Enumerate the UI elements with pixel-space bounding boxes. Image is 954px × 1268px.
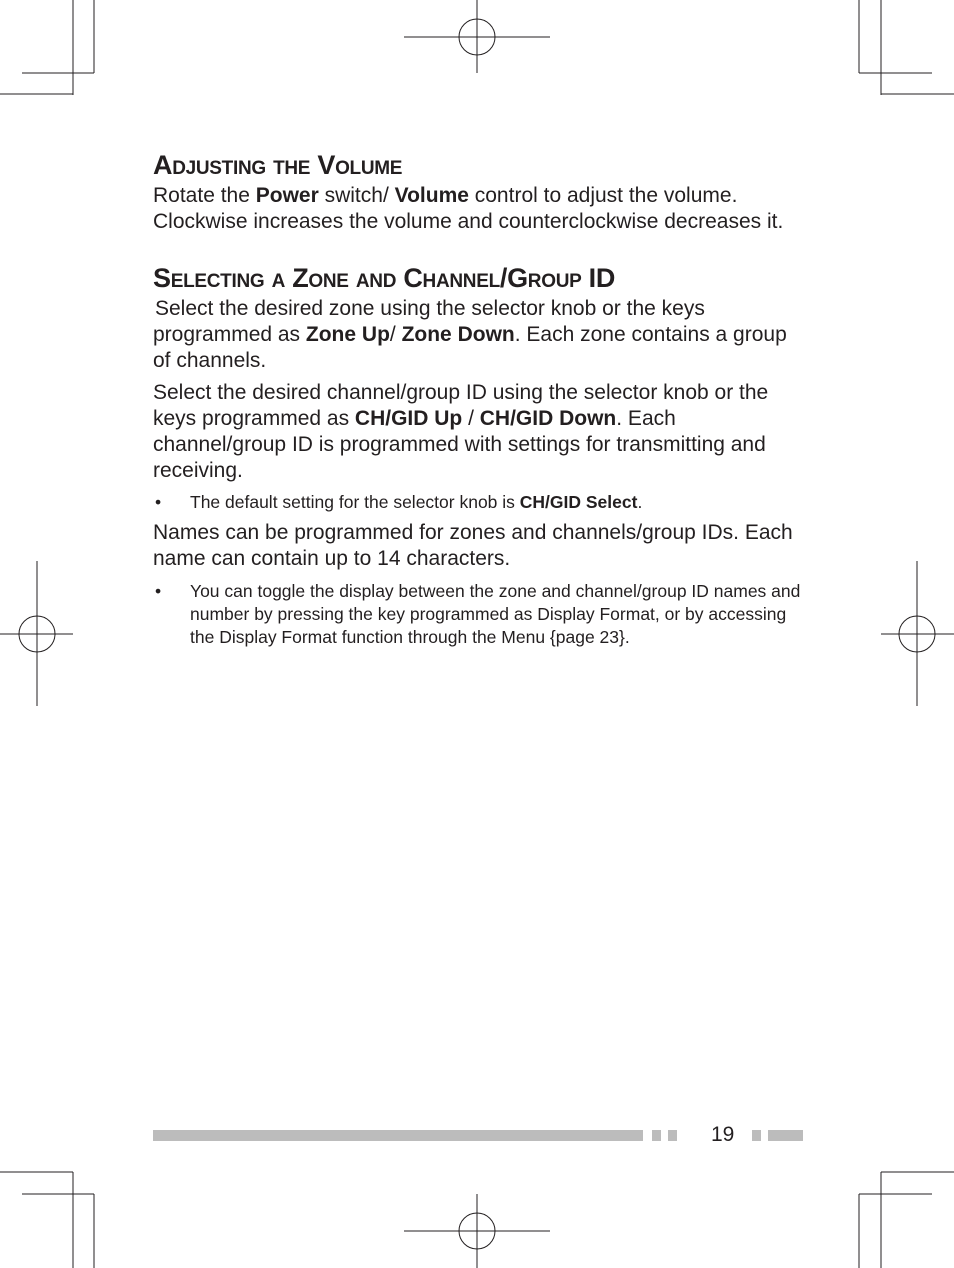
zone-paragraph: Select the desired zone using the selector knob or the keys programmed as Zone Up/ Zone Down. Each zone contains a group of channels. bbox=[153, 297, 787, 372]
zone-down-term: Zone Down bbox=[401, 323, 515, 346]
list-item: • You can toggle the display between the zone and channel/group ID names and number by pressing the key programmed as Display Format, or by accessing the Display Format function through the Menu {page 23}. bbox=[155, 581, 801, 647]
footer-square bbox=[752, 1130, 761, 1141]
ch-gid-up-term: CH/GID Up bbox=[354, 407, 463, 430]
ch-gid-down-term: CH/GID Down bbox=[479, 407, 617, 430]
section-heading-selecting-zone-channel: Selecting a Zone and Channel/Group ID bbox=[153, 263, 616, 293]
section-heading-adjusting-volume: Adjusting the Volume bbox=[153, 150, 403, 180]
footer-square bbox=[668, 1130, 677, 1141]
bullet-icon: • bbox=[155, 581, 162, 601]
list-item: • The default setting for the selector knob is CH/GID Select. bbox=[155, 492, 643, 512]
note-list bbox=[153, 580, 803, 649]
bullet-icon: • bbox=[155, 492, 162, 512]
footer-bar-right bbox=[768, 1130, 803, 1141]
channel-paragraph: Select the desired channel/group ID using the selector knob or the keys programmed as CH/GID Up / CH/GID Down. Each channel/group ID is programmed with settings for transmitting and receiving. bbox=[153, 381, 769, 482]
names-paragraph: Names can be programmed for zones and channels/group IDs. Each name can contain up to 14 characters. bbox=[153, 521, 793, 570]
zone-up-term: Zone Up bbox=[305, 323, 390, 346]
footer-square bbox=[652, 1130, 661, 1141]
volume-paragraph: Rotate the Power switch/ Volume control to adjust the volume. Clockwise increases the volume and counterclockwise decreases it. bbox=[153, 184, 784, 233]
page-number: 19 bbox=[711, 1123, 735, 1146]
page-footer bbox=[0, 1123, 954, 1146]
note-list bbox=[153, 491, 803, 514]
footer-bar bbox=[153, 1130, 643, 1141]
ch-gid-select-term: CH/GID Select bbox=[519, 492, 638, 512]
power-term: Power bbox=[255, 184, 319, 207]
page-content bbox=[153, 148, 803, 649]
volume-term: Volume bbox=[394, 184, 469, 207]
